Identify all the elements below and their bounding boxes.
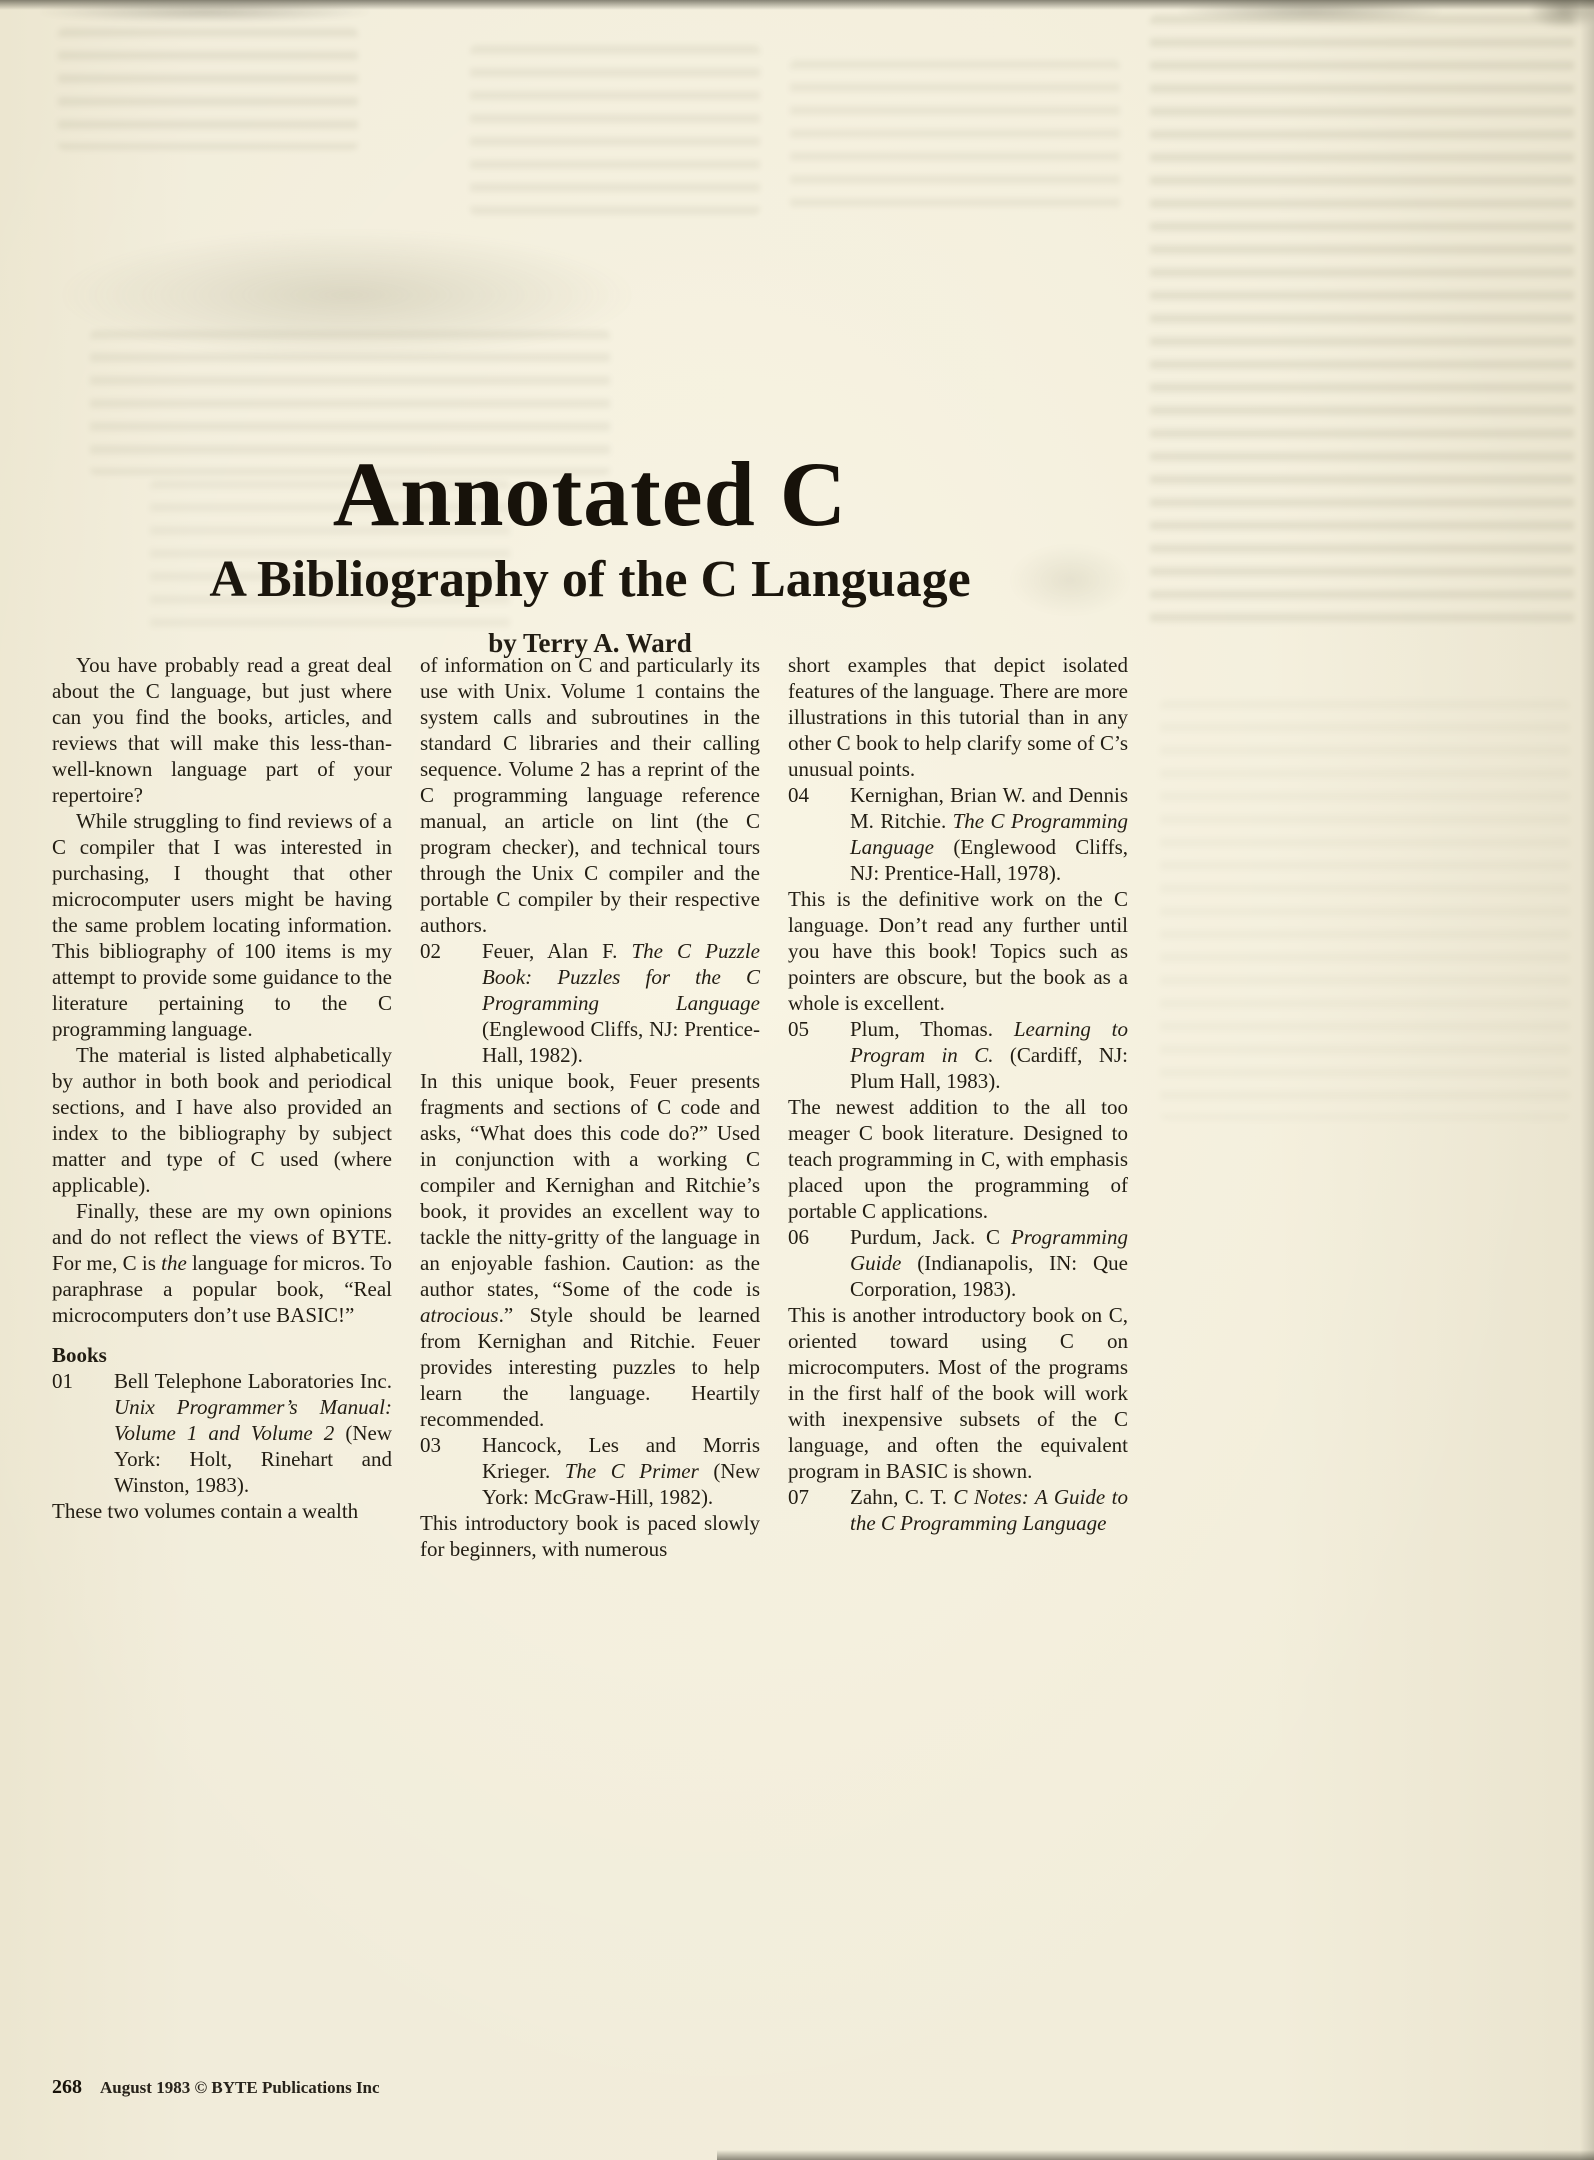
text-segment: The newest addition to the all too meager C book literature. Designed to teach programming in C, with emphasis placed upon the programming of portable C applications. xyxy=(788,1095,1128,1223)
text-segment: (Englewood Cliffs, NJ: Prentice-Hall, 1978). xyxy=(850,835,1128,885)
article-header xyxy=(0,443,1180,659)
italic-text: The C Programming Language xyxy=(850,809,1128,859)
paragraph xyxy=(420,1510,760,1562)
bibliography-entry xyxy=(52,1368,392,1498)
page-showthrough xyxy=(58,28,358,150)
paragraph xyxy=(420,652,760,938)
text-segment: (Cardiff, NJ: Plum Hall, 1983). xyxy=(850,1043,1128,1093)
paragraph xyxy=(52,1042,392,1198)
entry-number: 06 xyxy=(788,1225,809,1249)
text-segment: .” Style should be learned from Kernighan and Ritchie. Feuer provides interesting puzzles to help learn the language. Heartily recommended. xyxy=(420,1303,760,1431)
publication-credit: August 1983 © BYTE Publications Inc xyxy=(100,2078,380,2097)
paragraph xyxy=(52,652,392,808)
text-column-1 xyxy=(52,652,392,1562)
bibliography-entry xyxy=(420,1432,760,1510)
paragraph xyxy=(52,808,392,1042)
italic-text: The C Primer xyxy=(564,1459,699,1483)
bibliography-entry xyxy=(788,782,1128,886)
text-segment: Zahn, C. T. xyxy=(850,1485,954,1509)
text-segment: language for micros. To paraphrase a popular book, “Real microcomputers don’t use BASIC!” xyxy=(52,1251,393,1327)
italic-text: the xyxy=(161,1251,187,1275)
text-segment: The material is listed alphabetically by author in both book and periodical sections, and I have also provided an index to the bibliography by subject matter and type of C used (where applicable). xyxy=(52,1043,392,1197)
entry-number: 05 xyxy=(788,1017,809,1041)
section-heading: Books xyxy=(52,1343,107,1367)
scan-edge-bottom xyxy=(717,2150,1594,2160)
text-segment: You have probably read a great deal about the C language, but just where can you find the books, articles, and reviews that will make this less-than-well-known language part of your repertoire? xyxy=(52,653,392,807)
entry-number: 01 xyxy=(52,1369,73,1393)
entry-number: 03 xyxy=(420,1433,441,1457)
text-segment: short examples that depict isolated features of the language. There are more illustrations in this tutorial than in any other C book to help clarify some of C’s unusual points. xyxy=(788,653,1128,781)
page-showthrough xyxy=(1160,700,1570,1120)
text-segment: Finally, these are my own opinions and do not reflect the views of BYTE. For me, C is xyxy=(52,1199,392,1275)
page-footer xyxy=(52,2076,380,2099)
italic-text: Learning to Program in C. xyxy=(850,1017,1128,1067)
bibliography-entry xyxy=(788,1484,1128,1536)
bibliography-entry xyxy=(420,938,760,1068)
paragraph xyxy=(788,1302,1128,1484)
paragraph xyxy=(52,1198,392,1328)
text-segment: Feuer, Alan F. xyxy=(482,939,632,963)
paragraph xyxy=(788,886,1128,1016)
text-segment: Hancock, Les and Morris Krieger. xyxy=(482,1433,760,1483)
text-segment: (New York: Holt, Rinehart and Winston, 1983). xyxy=(114,1421,392,1497)
entry-number: 04 xyxy=(788,783,809,807)
paragraph xyxy=(788,1094,1128,1224)
text-segment: Kernighan, Brian W. and Dennis M. Ritchie. xyxy=(850,783,1128,833)
page-showthrough xyxy=(470,45,760,215)
scan-edge-right xyxy=(1580,0,1594,2160)
text-column-2 xyxy=(420,652,760,1562)
text-segment: (Englewood Cliffs, NJ: Prentice-Hall, 1982). xyxy=(482,1017,760,1067)
page-showthrough xyxy=(1150,15,1574,635)
paragraph xyxy=(420,1068,760,1432)
italic-text: Programming Guide xyxy=(850,1225,1128,1275)
paragraph xyxy=(788,652,1128,782)
article-title: Annotated C xyxy=(332,443,848,545)
text-segment: (New York: McGraw-Hill, 1982). xyxy=(482,1459,760,1509)
paragraph xyxy=(52,1498,392,1524)
italic-text: C Notes: A Guide to the C Programming Language xyxy=(850,1485,1128,1535)
bibliography-entry xyxy=(788,1224,1128,1302)
text-segment: This is another introductory book on C, oriented toward using C on microcomputers. Most of the programs in the first half of the book will work with inexpensive subsets of the C language, and often the equivalent program in BASIC is shown. xyxy=(788,1303,1128,1483)
entry-number: 02 xyxy=(420,939,441,963)
text-segment: Purdum, Jack. C xyxy=(850,1225,1011,1249)
text-segment: Plum, Thomas. xyxy=(850,1017,1014,1041)
article-body xyxy=(52,652,1128,1562)
page-number: 268 xyxy=(52,2076,82,2098)
text-segment: These two volumes contain a wealth xyxy=(52,1499,359,1523)
article-byline: by Terry A. Ward xyxy=(488,628,692,658)
text-segment: In this unique book, Feuer presents fragments and sections of C code and asks, “What does this code do?” Used in conjunction with a working C compiler and Kernighan and Ritchie’s book, it provides an excellent way to tackle the nitty-gritty of the language in an enjoyable fashion. Caution: as the author states, “Some of the code is xyxy=(420,1069,760,1301)
text-segment: of information on C and particularly its use with Unix. Volume 1 contains the system calls and subroutines in the standard C libraries and their calling sequence. Volume 2 has a reprint of the C programming language reference manual, an article on lint (the C program checker), and technical tours through the Unix C compiler and the portable C compiler by their respective authors. xyxy=(420,653,760,937)
text-segment: (Indianapolis, IN: Que Corporation, 1983). xyxy=(850,1251,1128,1301)
scan-edge-top xyxy=(0,0,1594,10)
text-segment: This introductory book is paced slowly for beginners, with numerous xyxy=(420,1511,760,1561)
article-subtitle: A Bibliography of the C Language xyxy=(209,551,971,608)
bibliography-entry xyxy=(788,1016,1128,1094)
entry-number: 07 xyxy=(788,1485,809,1509)
text-column-3 xyxy=(788,652,1128,1562)
page-showthrough xyxy=(790,60,1120,210)
page-showthrough xyxy=(62,230,632,360)
text-segment: While struggling to find reviews of a C compiler that I was interested in purchasing, I thought that other microcomputer users might be having the same problem locating information. This bibliography of 100 items is my attempt to provide some guidance to the literature pertaining to the C programming language. xyxy=(52,809,392,1041)
italic-text: Unix Programmer’s Manual: Volume 1 and Volume 2 xyxy=(114,1395,392,1445)
italic-text: atrocious xyxy=(420,1303,499,1327)
text-segment: Bell Telephone Laboratories Inc. xyxy=(114,1369,392,1393)
italic-text: The C Puzzle Book: Puzzles for the C Programming Language xyxy=(482,939,760,1015)
text-segment: This is the definitive work on the C language. Don’t read any further until you have this book! Topics such as pointers are obscure, but the book as a whole is excellent. xyxy=(788,887,1128,1015)
